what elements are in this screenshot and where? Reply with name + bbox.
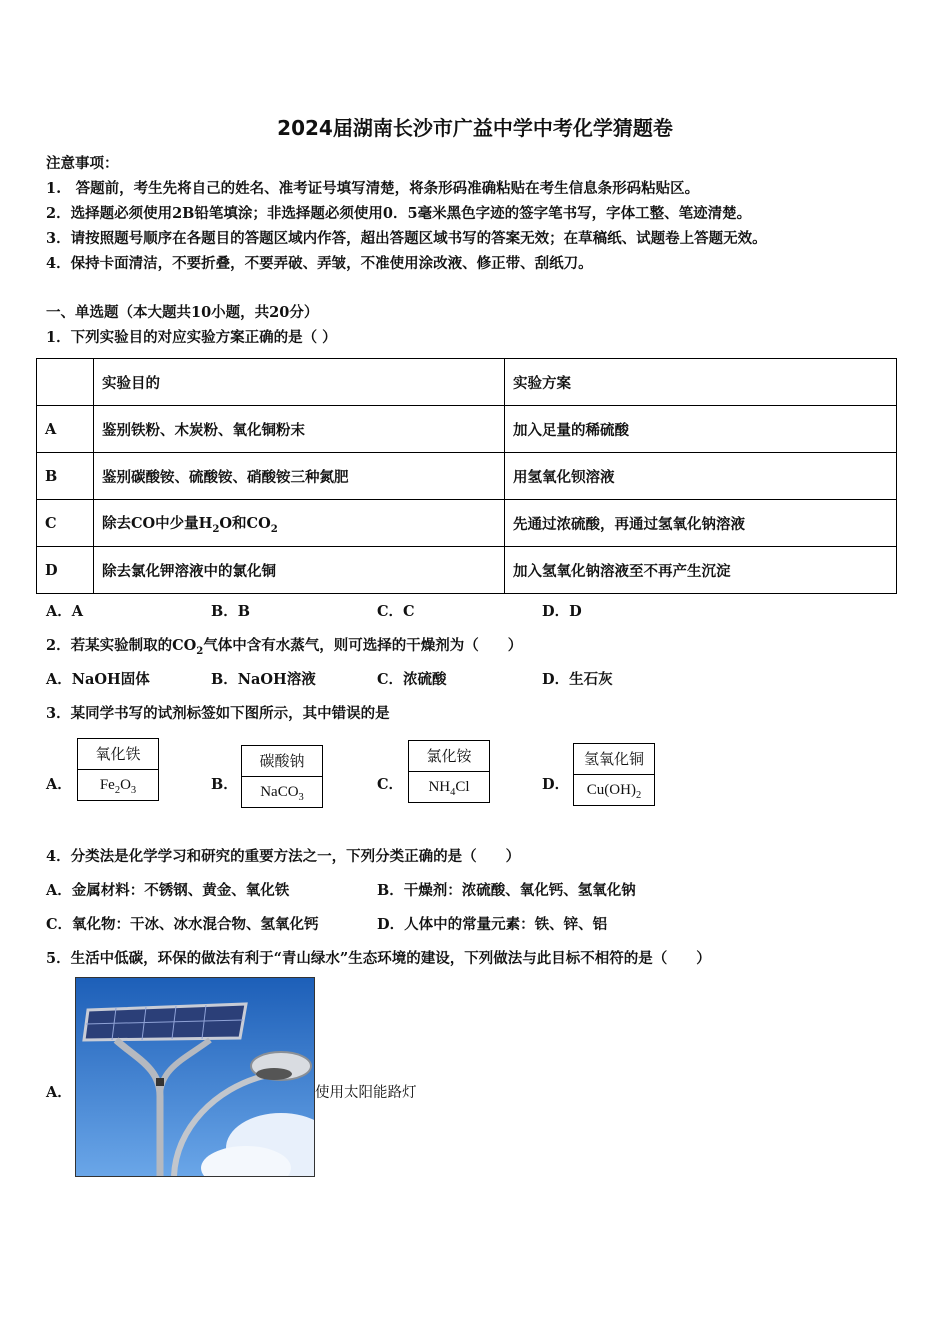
question-3-stem: 3．某同学书写的试剂标签如下图所示，其中错误的是 <box>46 705 390 722</box>
reagent-formula: $Fe_2O_3$ <box>99 777 137 796</box>
row-purpose: 除去氯化钾溶液中的氯化铜 <box>94 547 505 594</box>
q3-option-letter: B． <box>211 776 238 793</box>
q1-option-c: C．C <box>377 603 415 620</box>
q3-option-letter: A． <box>46 776 72 793</box>
row-key: A <box>37 406 94 453</box>
q4-option-c: C．氧化物：干冰、冰水混合物、氢氧化钙 <box>46 916 319 933</box>
notice-item: 1. 答题前，考生先将自己的姓名、准考证号填写清楚，将条形码准确粘贴在考生信息条形码粘贴区。 <box>46 180 700 197</box>
notice-item: 2．选择题必须使用2B铅笔填涂；非选择题必须使用0．5毫米黑色字迹的签字笔书写，字体工整、笔迹清楚。 <box>46 205 752 222</box>
reagent-name: 氢氧化铜 <box>574 744 654 775</box>
q2-option-b: B．NaOH溶液 <box>211 671 316 688</box>
table-header-cell: 实验目的 <box>94 359 505 406</box>
q2-option-d: D．生石灰 <box>542 671 613 688</box>
question-2-stem: 2．若某实验制取的$CO_2$气体中含有水蒸气，则可选择的干燥剂为（ ） <box>46 637 523 657</box>
notice-item: 4．保持卡面清洁，不要折叠，不要弄破、弄皱，不准使用涂改液、修正带、刮纸刀。 <box>46 255 593 272</box>
q5-option-a-letter: A． <box>46 1084 72 1101</box>
question-5-stem: 5．生活中低碳，环保的做法有利于“青山绿水”生态环境的建设，下列做法与此目标不相符的是（ ） <box>46 950 711 967</box>
row-key: C <box>37 500 94 547</box>
row-method: 先通过浓硫酸，再通过氢氧化钠溶液 <box>505 500 897 547</box>
table-row <box>37 500 897 547</box>
row-method: 加入氢氧化钠溶液至不再产生沉淀 <box>505 547 897 594</box>
reagent-label <box>408 740 490 803</box>
row-method: 用氢氧化钡溶液 <box>505 453 897 500</box>
experiment-table <box>36 358 897 594</box>
reagent-name: 碳酸钠 <box>242 746 322 777</box>
table-header-cell <box>37 359 94 406</box>
reagent-label <box>77 738 159 801</box>
table-header-cell: 实验方案 <box>505 359 897 406</box>
section-heading: 一、单选题（本大题共10小题，共20分） <box>46 304 319 321</box>
solar-street-lamp-image <box>75 977 315 1177</box>
page-title: 2024届湖南长沙市广益中学中考化学猜题卷 <box>277 116 673 140</box>
q1-option-b: B．B <box>211 603 251 620</box>
notice-heading: 注意事项： <box>46 155 119 172</box>
q1-option-d: D．D <box>542 603 582 620</box>
question-1-stem: 1．下列实验目的对应实验方案正确的是（ ） <box>46 329 337 346</box>
q3-option-letter: D． <box>542 776 570 793</box>
q2-option-a: A．NaOH固体 <box>46 671 150 688</box>
reagent-formula: NaCO$_3$ <box>260 784 304 803</box>
table-row <box>37 406 897 453</box>
table-row <box>37 453 897 500</box>
q5-option-a-text: 使用太阳能路灯 <box>315 1085 417 1101</box>
reagent-name: 氯化铵 <box>409 741 489 772</box>
row-method: 加入足量的稀硫酸 <box>505 406 897 453</box>
q4-option-a: A．金属材料：不锈钢、黄金、氧化铁 <box>46 882 290 899</box>
q1-option-a: A．A <box>46 603 84 620</box>
question-4-stem: 4．分类法是化学学习和研究的重要方法之一，下列分类正确的是（ ） <box>46 848 521 865</box>
reagent-label <box>241 745 323 808</box>
q3-option-letter: C． <box>377 776 404 793</box>
row-purpose: 鉴别铁粉、木炭粉、氧化铜粉末 <box>94 406 505 453</box>
q4-option-b: B．干燥剂：浓硫酸、氧化钙、氢氧化钠 <box>377 882 636 899</box>
row-key: D <box>37 547 94 594</box>
q4-option-d: D．人体中的常量元素：铁、锌、铝 <box>377 916 608 933</box>
solar-street-lamp-icon <box>76 978 314 1176</box>
table-header-row <box>37 359 897 406</box>
reagent-name: 氧化铁 <box>78 739 158 770</box>
reagent-formula: $NH_4Cl$ <box>428 779 470 798</box>
row-purpose: 除去CO中少量$H_2O$和$CO_2$ <box>94 500 505 547</box>
row-purpose: 鉴别碳酸铵、硫酸铵、硝酸铵三种氮肥 <box>94 453 505 500</box>
row-key: B <box>37 453 94 500</box>
notice-item: 3．请按照题号顺序在各题目的答题区域内作答，超出答题区域书写的答案无效；在草稿纸、试题卷上答题无效。 <box>46 230 767 247</box>
q2-option-c: C．浓硫酸 <box>377 671 447 688</box>
reagent-formula: $Cu(OH)_2$ <box>586 782 642 801</box>
reagent-label <box>573 743 655 806</box>
table-row <box>37 547 897 594</box>
